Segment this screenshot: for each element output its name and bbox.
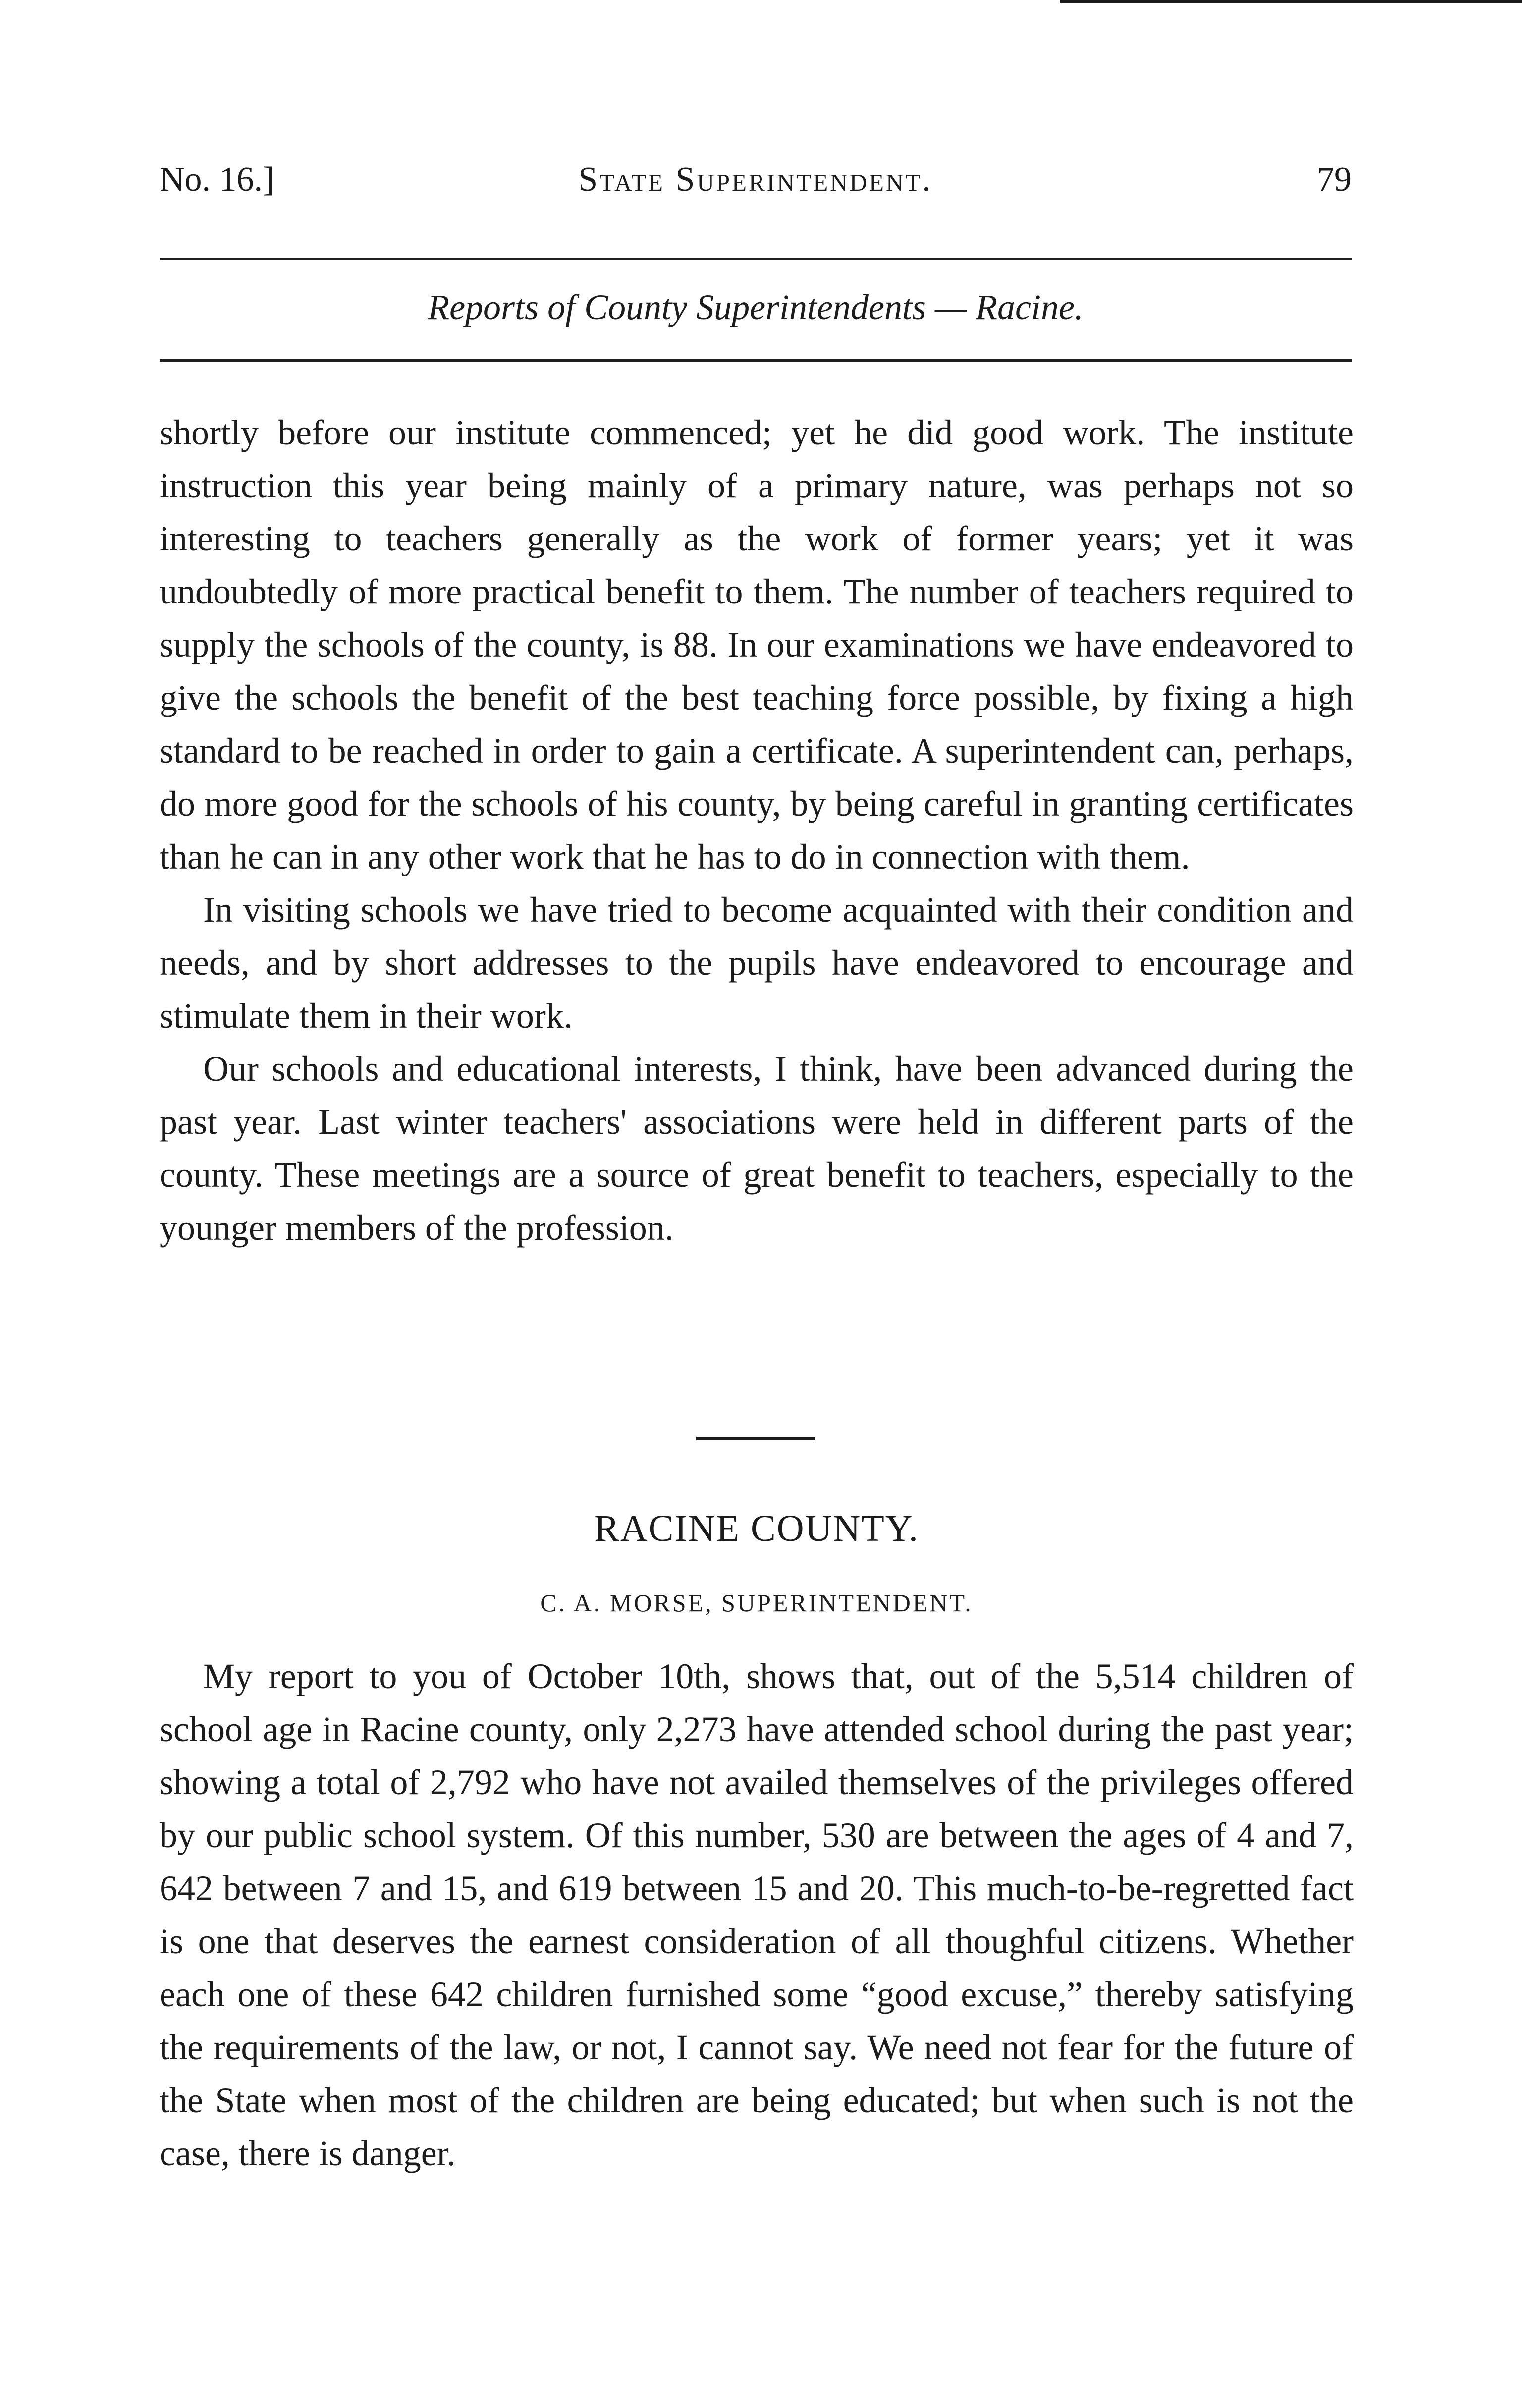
body-section-racine [160, 1650, 1354, 2180]
running-title: State Superintendent. [578, 161, 933, 199]
section-subheading: Reports of County Superintendents — Racine. [428, 287, 1084, 327]
page-number: 79 [1317, 161, 1352, 199]
paragraph: In visiting schools we have tried to become acquainted with their condition and needs, and by short addresses to the pupils have endeavored to encourage and stimulate them in their work. [160, 890, 1354, 1036]
document-number: No. 16.] [160, 161, 274, 199]
county-title: RACINE COUNTY. [594, 1508, 919, 1549]
scan-border-mark [1060, 0, 1522, 3]
paragraph: shortly before our institute commenced; yet he did good work. The institute instruction this year being mainly of a primary nature, was perhaps not so interesting to teachers generally as the work of former years; yet it was undoubtedly of more practical benefit to them. The number of teachers required to supply the schools of the county, is 88. In our examinations we have endeavored to give the schools the benefit of the best teaching force possible, by fixing a high standard to be reached in order to gain a certificate. A superintendent can, perhaps, do more good for the schools of his county, by being careful in granting certificates than he can in any other work that he has to do in connection with them. [160, 413, 1354, 876]
header-rule-bottom [160, 359, 1352, 362]
header-rule-top [160, 258, 1352, 260]
paragraph: My report to you of October 10th, shows that, out of the 5,514 children of school age in Racine county, only 2,273 have attended school during the past year; showing a total of 2,792 who have not availed themselves of the privileges offered by our public school system. Of this number, 530 are between the ages of 4 and 7, 642 between 7 and 15, and 619 between 15 and 20. This much-to-be-regretted fact is one that deserves the earnest consideration of all thoughful citizens. Whether each one of these 642 children furnished some “good excuse,” thereby satisfying the requirements of the law, or not, I cannot say. We need not fear for the future of the State when most of the children are being educated; but when such is not the case, there is danger. [160, 1656, 1354, 2173]
running-header [160, 158, 1352, 202]
body-section-continued [160, 406, 1354, 1255]
paragraph: Our schools and educational interests, I think, have been advanced during the past year. Last winter teachers' associations were held in different parts of the county. These meetings are a source of great benefit to teachers, especially to the younger members of the profession. [160, 1049, 1354, 1248]
superintendent-byline: C. A. MORSE, SUPERINTENDENT. [540, 1589, 973, 1617]
section-divider [696, 1437, 815, 1440]
